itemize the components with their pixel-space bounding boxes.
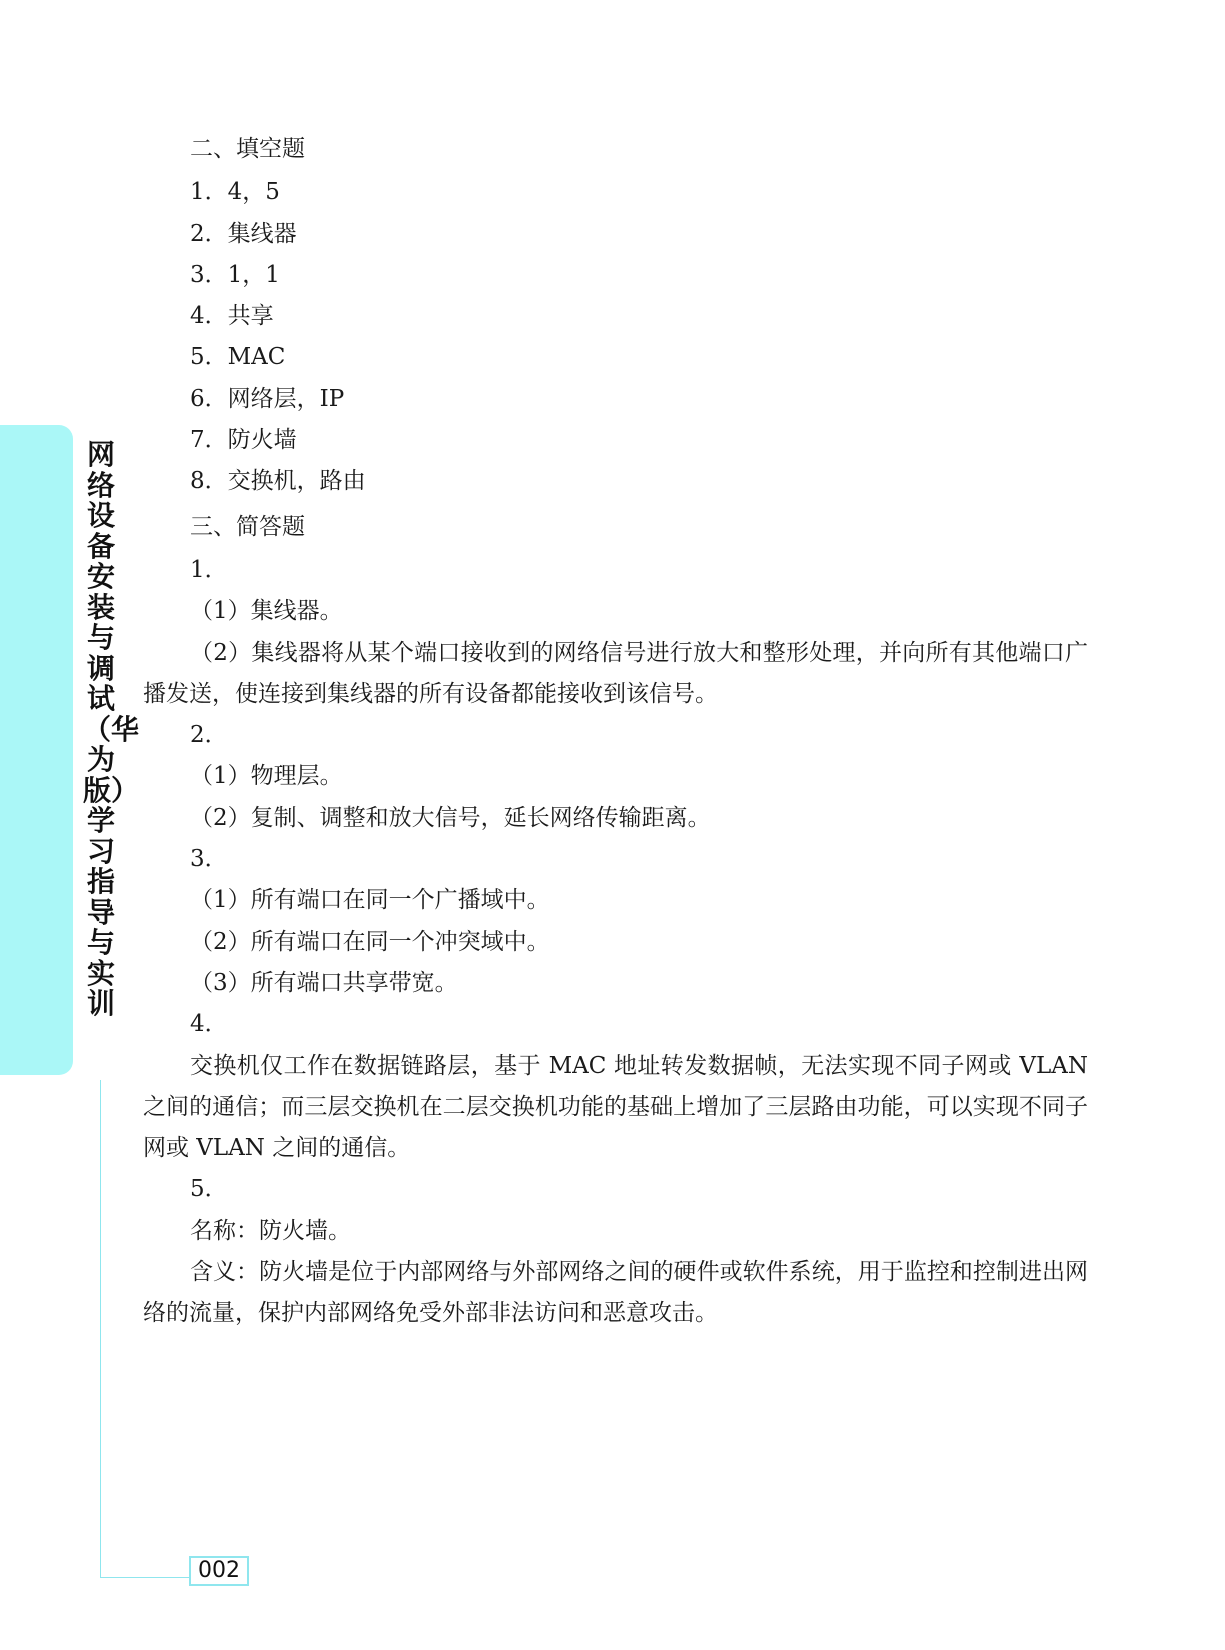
- answer-line: （1）物理层。: [190, 763, 343, 790]
- question-number: 2．: [190, 722, 228, 749]
- answer-line: 名称：防火墙。: [190, 1217, 351, 1244]
- question-number: 4．: [190, 1011, 228, 1038]
- section-heading-short-answer: 三、简答题: [190, 513, 305, 540]
- answer-item: 8．交换机，路由: [190, 468, 366, 495]
- answer-item: 6．网络层，IP: [190, 385, 345, 412]
- answer-line: （1）所有端口在同一个广播域中。: [190, 887, 550, 914]
- answer-paragraph: 含义：防火墙是位于内部网络与外部网络之间的硬件或软件系统，用于监控和控制进出网络的流量，保护内部网络免受外部非法访问和恶意攻击。: [143, 1259, 1088, 1327]
- answer-item: 1．4，5: [190, 179, 280, 206]
- side-tab: [0, 425, 73, 1075]
- answer-item: 3．1，1: [190, 261, 280, 288]
- answer-line: （2）复制、调整和放大信号，延长网络传输距离。: [190, 804, 711, 831]
- question-number: 3．: [190, 846, 228, 873]
- margin-rule-horizontal: [100, 1577, 190, 1578]
- margin-rule-vertical: [100, 1080, 101, 1578]
- answer-line: （1）集线器。: [190, 598, 343, 625]
- answer-line: （3）所有端口共享带宽。: [190, 969, 458, 996]
- page-content: [143, 125, 1088, 1335]
- question-number: 1．: [190, 556, 228, 583]
- question-number: 5．: [190, 1176, 228, 1203]
- answer-item: 2．集线器: [190, 220, 297, 247]
- answer-item: 5．MAC: [190, 344, 286, 371]
- answer-paragraph: 交换机仅工作在数据链路层，基于 MAC 地址转发数据帧，无法实现不同子网或 VLAN 之间的通信；而三层交换机在二层交换机功能的基础上增加了三层路由功能，可以实现不同子网或 VLAN 之间的通信。: [143, 1052, 1088, 1162]
- answer-line: （2）所有端口在同一个冲突域中。: [190, 928, 550, 955]
- answer-paragraph: （2）集线器将从某个端口接收到的网络信号进行放大和整形处理，并向所有其他端口广播发送，使连接到集线器的所有设备都能接收到该信号。: [143, 639, 1088, 707]
- book-title-vertical: 网络设备安装与调试（华为版）学习指导与实训: [83, 438, 140, 1020]
- page-number: 002: [189, 1556, 249, 1586]
- answer-item: 4．共享: [190, 303, 274, 330]
- answer-item: 7．防火墙: [190, 427, 297, 454]
- section-heading-fill-blank: 二、填空题: [190, 136, 305, 162]
